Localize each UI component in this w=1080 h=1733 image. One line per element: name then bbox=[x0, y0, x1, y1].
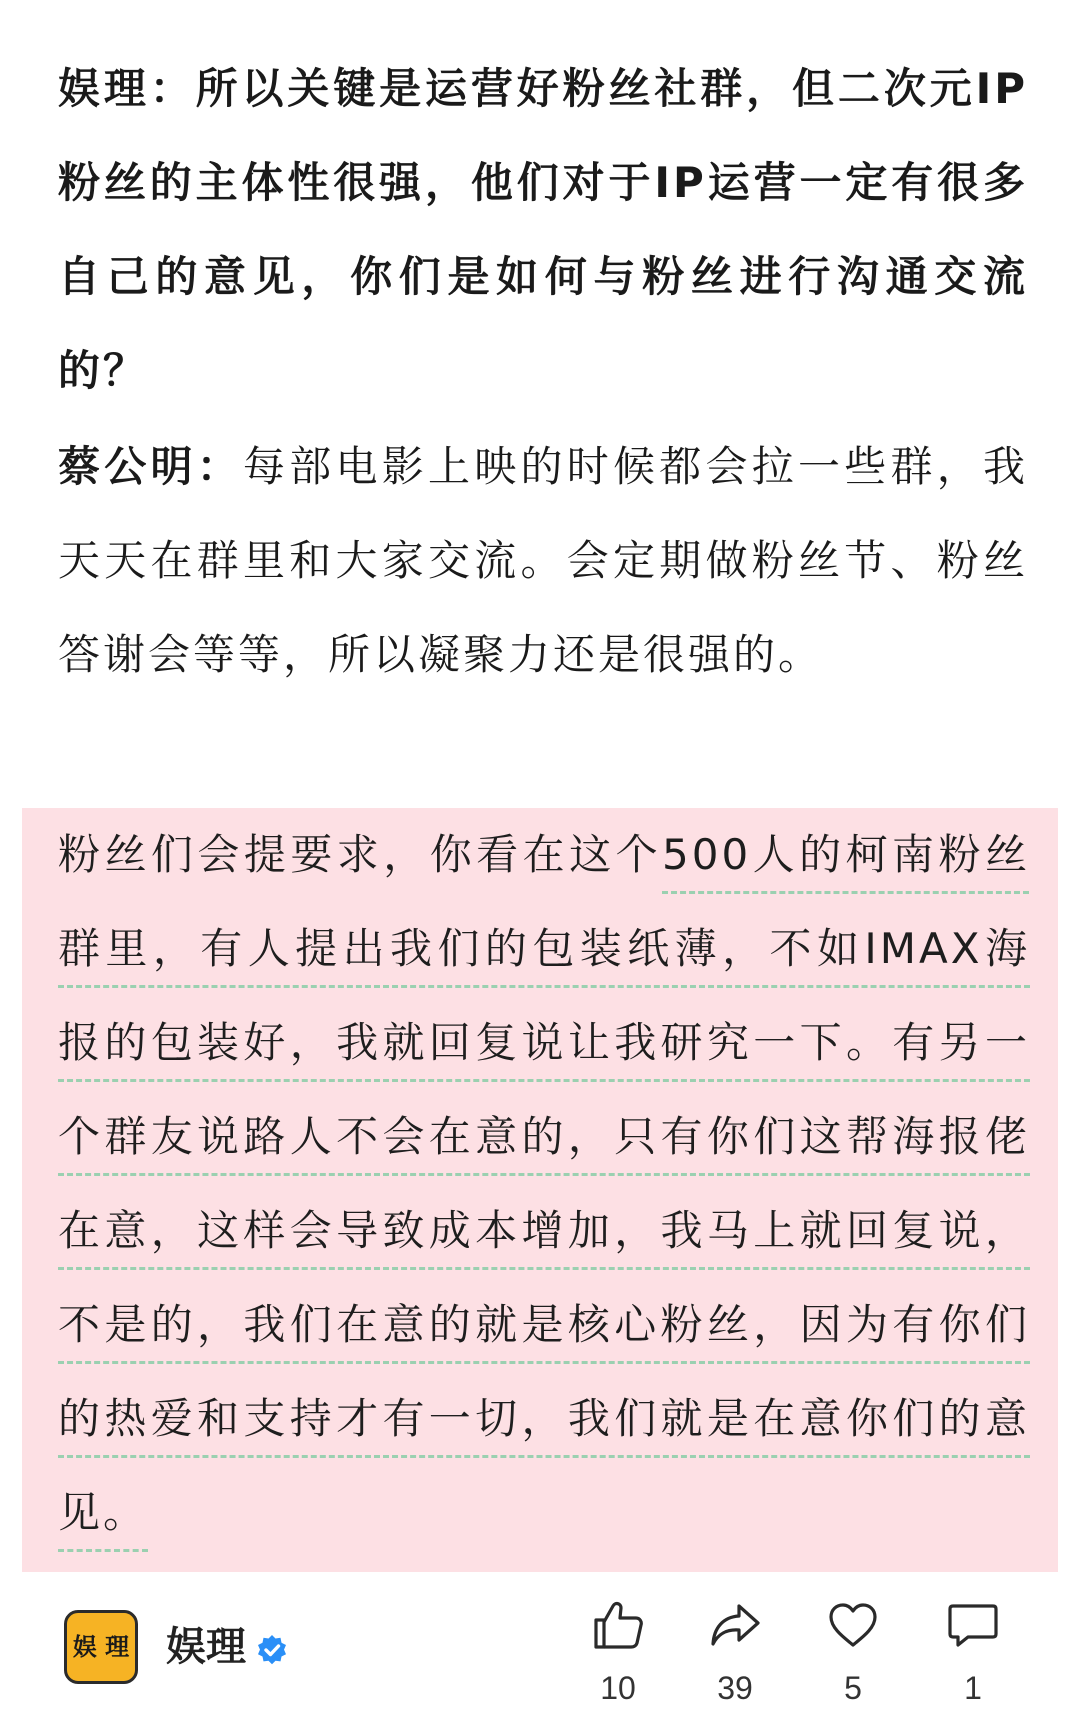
favorite-button[interactable] bbox=[798, 1598, 908, 1706]
highlighted-quote-text bbox=[58, 808, 1030, 1560]
comment-count: 1 bbox=[964, 1670, 982, 1706]
highlight-lead-text: 粉丝们会提要求，你看在这个 bbox=[58, 830, 663, 879]
question-speaker: 娱理： bbox=[58, 64, 196, 113]
post-footer-bar bbox=[0, 1572, 1080, 1733]
highlighted-quote-block bbox=[22, 808, 1058, 1572]
share-arrow-icon bbox=[708, 1598, 762, 1652]
author-name[interactable]: 娱理 bbox=[166, 1624, 246, 1670]
comment-icon bbox=[946, 1598, 1000, 1652]
avatar-logo-text: 娱 理 bbox=[72, 1633, 130, 1661]
thumbs-up-icon bbox=[591, 1598, 645, 1652]
heart-icon bbox=[826, 1598, 880, 1652]
question-paragraph bbox=[58, 42, 1028, 418]
answer-paragraph bbox=[58, 420, 1028, 702]
share-count: 39 bbox=[717, 1670, 753, 1706]
like-button[interactable] bbox=[563, 1598, 673, 1706]
author-avatar[interactable] bbox=[64, 1610, 138, 1684]
favorite-count: 5 bbox=[844, 1670, 862, 1706]
like-count: 10 bbox=[600, 1670, 636, 1706]
share-button[interactable] bbox=[680, 1598, 790, 1706]
answer-text: 每部电影上映的时候都会拉一些群，我天天在群里和大家交流。会定期做粉丝节、粉丝答谢会等等，所以凝聚力还是很强的。 bbox=[58, 442, 1028, 679]
comment-button[interactable] bbox=[918, 1598, 1028, 1706]
question-text: 所以关键是运营好粉丝社群，但二次元IP粉丝的主体性很强，他们对于IP运营一定有很多自己的意见，你们是如何与粉丝进行沟通交流的？ bbox=[58, 64, 1028, 395]
highlight-underlined-text: 500人的柯南粉丝群里，有人提出我们的包装纸薄，不如IMAX海报的包装好，我就回复说让我研究一下。有另一个群友说路人不会在意的，只有你们这帮海报佬在意，这样会导致成本增加，我马上就回复说，不是的，我们在意的就是核心粉丝，因为有你们的热爱和支持才有一切，我们就是在意你们的意见。 bbox=[58, 830, 1030, 1537]
verified-badge-icon bbox=[256, 1634, 288, 1666]
answer-speaker: 蔡公明： bbox=[58, 442, 243, 491]
